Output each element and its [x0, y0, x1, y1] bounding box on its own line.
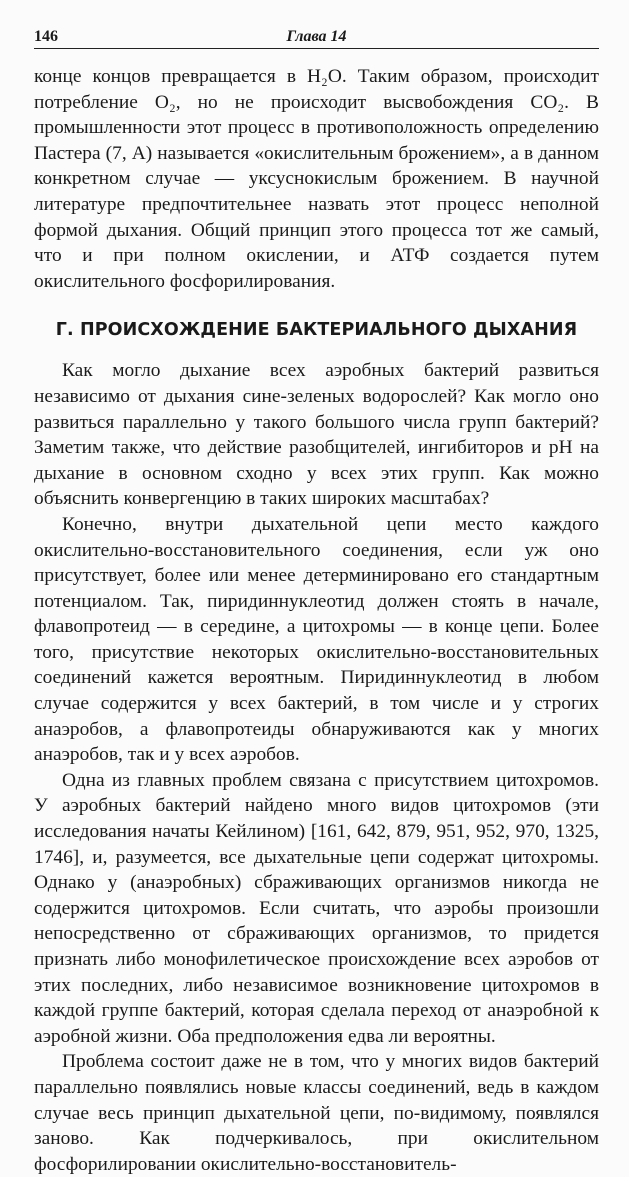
page-body [34, 64, 599, 1177]
paragraph: Как могло дыхание всех аэробных бактерий развиться независимо от дыхания сине-зеленых водорослей? Как могло оно развиться параллельно у такого большого числа групп бактерий? Заметим также, что действие разобщителей, ингибиторов и pH на дыхание в основном сходно у всех этих групп. Как можно объяснить конвергенцию в таких широких масштабах? [34, 360, 599, 510]
header-rule [34, 48, 599, 49]
page-number: 146 [34, 28, 58, 45]
section-heading: Г. ПРОИСХОЖДЕНИЕ БАКТЕРИАЛЬНОГО ДЫХАНИЯ [55, 320, 578, 341]
paragraph: Одна из главных проблем связана с присутствием цитохромов. У аэробных бактерий найдено много видов цитохромов (эти исследования начаты Кейлином) [161, 642, 879, 951, 952, 970, 1325, 1746], и, разумеется, все дыхательные цепи содержат цитохромы. Однако у (анаэробных) сбраживающих организмов никогда не содержится цитохромов. Если считать, что аэробы произошли непосредственно от сбраживающих организмов, то придется признать либо монофилетическое происхождение всех аэробов от этих последних, либо независимое возникновение цитохромов в каждой группе бактерий, которая сделала переход от анаэробной к аэробной жизни. Оба предположения едва ли вероятны. [34, 769, 599, 1047]
paragraph: Конечно, внутри дыхательной цепи место каждого окислительно-восстановительного соединения, если уж оно присутствует, более или менее детерминировано его стандартным потенциалом. Так, пиридиннуклеотид должен стоять в начале, флавопротеид — в середине, а цитохромы — в конце цепи. Более того, присутствие некоторых окислительно-восстановительных соединений кажется вероятным. Пиридиннуклеотид в любом случае содержится у всех бактерий, в том числе и у строгих анаэробов, а флавопротеиды обнаруживаются как у многих анаэробов, так и у всех аэробов. [34, 513, 599, 766]
running-head: Глава 14 [286, 28, 347, 45]
page-header [34, 22, 599, 48]
paragraph: Проблема состоит даже не в том, что у многих видов бактерий параллельно появлялись новые классы соединений, ведь в каждом случае весь принцип дыхательной цепи, по-видимому, появлялся заново. Как подчеркивалось, при окислительном фосфорилировании окислительно-восстановитель- [34, 1051, 599, 1175]
paragraph-continuation: конце концов превращается в H₂O. Таким образом, происходит потребление O₂, но не происходит высвобождения CO₂. В промышленности этот процесс в противоположность определению Пастера (7, A) называется «окислительным брожением», а в данном конкретном случае — уксуснокислым брожением. В научной литературе предпочтительнее назвать этот процесс неполной формой дыхания. Общий принцип этого процесса тот же самый, что и при полном окислении, и АТФ создается путем окислительного фосфорилирования. [34, 66, 599, 292]
